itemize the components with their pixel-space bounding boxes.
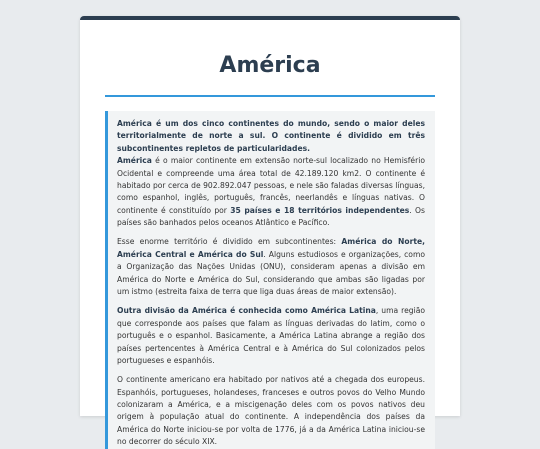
paragraph-latin-america <box>117 305 425 367</box>
page-title: América <box>219 53 321 78</box>
history-text: O continente americano era habitado por nativos até a chegada dos europeus. Espanhóis, portugueses, holandeses, franceses e outros povos do Velho Mundo colonizaram a América, e a miscigenação deles com os povos nativos deu origem à população atual do continente. A independência dos países da América do Norte iniciou-se por volta de 1776, já a da América Latina iniciou-se no decorrer do século XIX. <box>117 375 425 447</box>
latin-america-highlight: Outra divisão da América é conhecida como América Latina <box>117 306 376 316</box>
article-content <box>105 111 435 449</box>
article-card <box>80 16 460 447</box>
intro-text-a: é o maior continente em extensão norte-sul localizado no Hemisfério Ocidental e compreende uma área total de 42.189.120 km2. O continente é habitado por cerca de 902.892.047 pessoas, e nele são faladas diversas línguas, como espanhol, inglês, português, francês, neerlandês e línguas nativas. O continente é constituído por <box>117 156 425 215</box>
latin-america-text: , uma região que corresponde aos países que falam as línguas derivadas do latim, como o português e o espanhol. Basicamente, a América Latina abrange a região dos países pertencentes à América Central e à América do Sul colonizados pelos portugueses e espanhóis. <box>117 306 426 365</box>
subcontinents-highlight: América do Norte, América Central e América do Sul <box>117 237 425 259</box>
intro-highlight: 35 países e 18 territórios independentes <box>230 205 410 215</box>
subcontinents-text-a: Esse enorme território é dividido em subcontinentes: <box>117 237 342 247</box>
paragraph-intro <box>117 118 425 230</box>
intro-subject: América <box>117 156 152 166</box>
intro-lead: América é um dos cinco continentes do mundo, sendo o maior deles territorialmente de norte a sul. O continente é dividido em três subcontinentes repletos de particularidades. <box>117 119 425 153</box>
paragraph-history <box>117 374 425 448</box>
paragraph-subcontinents <box>117 236 425 298</box>
subcontinents-text-b: . Alguns estudiosos e organizações, como a Organização das Nações Unidas (ONU), consideram apenas a divisão em América do Norte e América do Sul, considerando que ambas são ligadas por um istmo (estreita faixa de terra que liga duas áreas de maior extensão). <box>117 249 425 297</box>
intro-text-b: . Os países são banhados pelos oceanos Atlântico e Pacífico. <box>117 205 425 228</box>
title-divider <box>105 95 435 97</box>
